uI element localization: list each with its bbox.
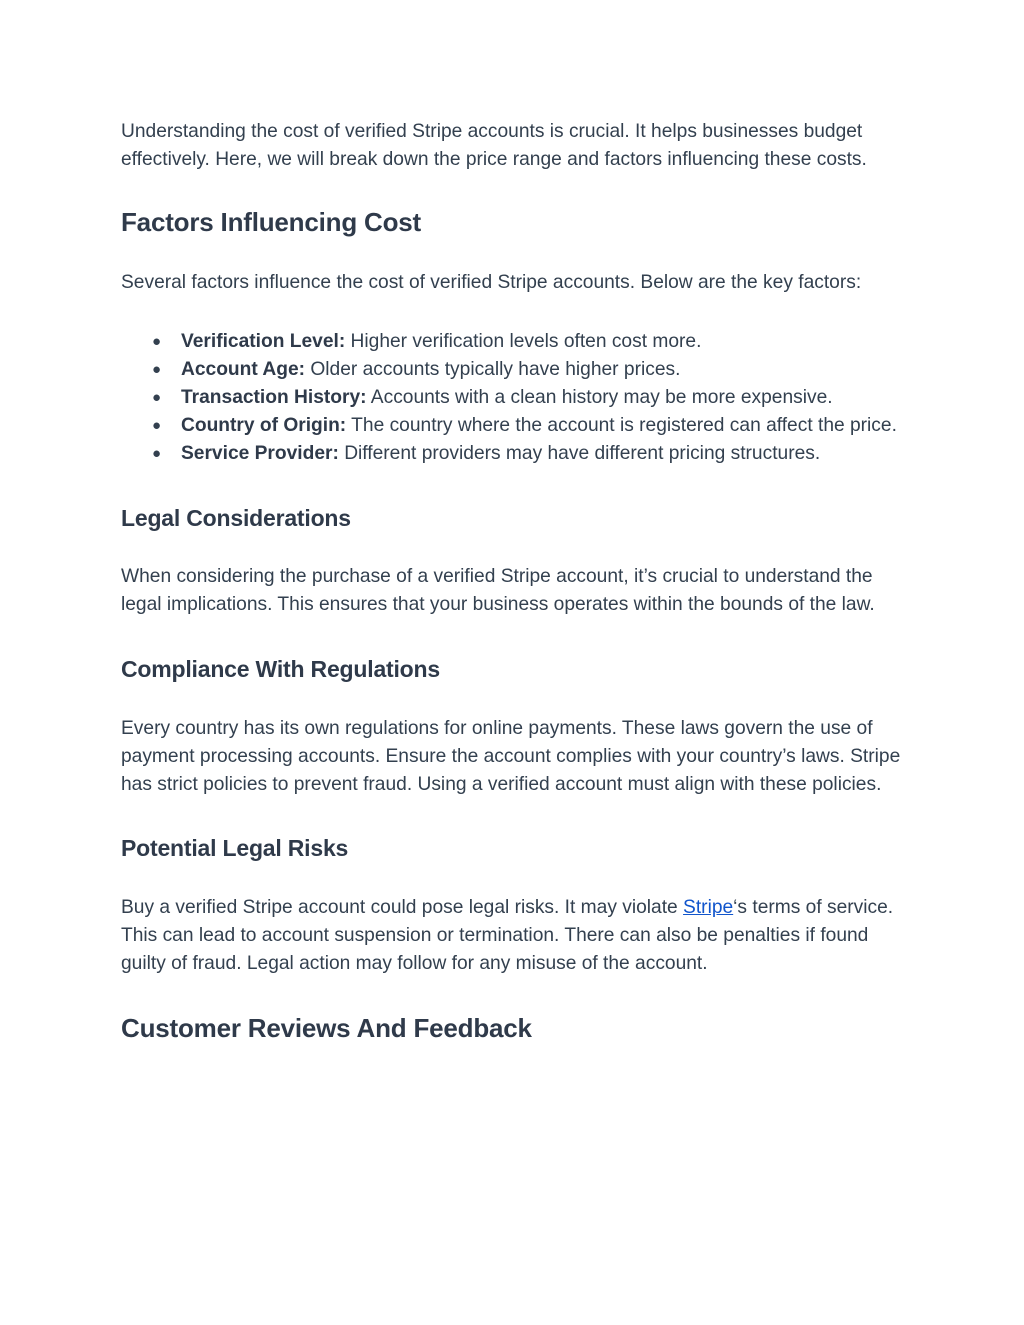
document-page	[121, 116, 911, 1045]
list-item	[121, 356, 911, 384]
list-item-term: Verification Level:	[181, 331, 346, 352]
bullet-icon: ●	[152, 361, 162, 378]
list-item-term: Service Provider:	[181, 443, 339, 464]
list-item-text: Older accounts typically have higher prices.	[305, 359, 681, 380]
compliance-paragraph: Every country has its own regulations for online payments. These laws govern the use of payment processing accounts. Ensure the account complies with your country’s laws. Stripe has strict policies to prevent fraud. Using a verified account must align with these policies.	[121, 718, 901, 795]
factors-paragraph: Several factors influence the cost of verified Stripe accounts. Below are the key factors:	[121, 272, 862, 293]
list-item	[121, 412, 911, 440]
legal-paragraph: When considering the purchase of a verified Stripe account, it’s crucial to understand the legal implications. This ensures that your business operates within the bounds of the law.	[121, 566, 875, 615]
list-item-text: Accounts with a clean history may be more expensive.	[366, 387, 833, 408]
intro-paragraph: Understanding the cost of verified Stripe accounts is crucial. It helps businesses budget effectively. Here, we will break down the price range and factors influencing these costs.	[121, 121, 867, 170]
list-item-term: Transaction History:	[181, 387, 367, 408]
list-item-text: The country where the account is registered can affect the price.	[346, 415, 897, 436]
list-item-text: Higher verification levels often cost more.	[345, 331, 702, 352]
list-item	[121, 328, 911, 356]
bullet-icon: ●	[152, 389, 162, 406]
heading-potential-legal-risks: Potential Legal Risks	[121, 835, 349, 861]
heading-legal-considerations: Legal Considerations	[121, 505, 351, 531]
list-item	[121, 384, 911, 412]
list-item-term: Account Age:	[181, 359, 306, 380]
list-item	[121, 440, 911, 468]
bullet-icon: ●	[152, 417, 162, 434]
list-item-term: Country of Origin:	[181, 415, 347, 436]
heading-compliance-with-regulations: Compliance With Regulations	[121, 656, 440, 682]
heading-factors-influencing-cost: Factors Influencing Cost	[121, 207, 422, 237]
risks-text-before: Buy a verified Stripe account could pose legal risks. It may violate	[121, 897, 684, 918]
list-item-text: Different providers may have different pricing structures.	[338, 443, 821, 464]
risks-text-after: ‘s terms of service. This can lead to account suspension or termination. There can also be penalties if found guilty of fraud. Legal action may follow for any misuse of the account.	[121, 897, 894, 974]
risks-paragraph	[121, 894, 911, 978]
stripe-link[interactable]: Stripe	[683, 897, 734, 918]
bullet-icon: ●	[152, 445, 162, 462]
bullet-icon: ●	[152, 333, 162, 350]
heading-customer-reviews-and-feedback: Customer Reviews And Feedback	[121, 1013, 532, 1043]
factors-list	[121, 328, 911, 468]
